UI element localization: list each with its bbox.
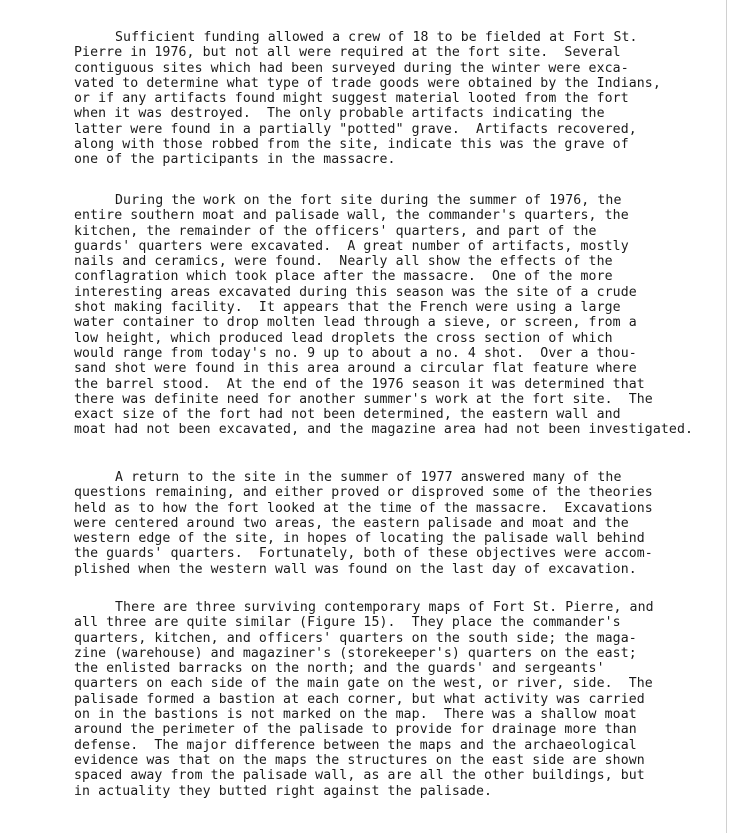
- text-line: A return to the site in the summer of 1977 answered many of the: [115, 470, 622, 485]
- text-line: There are three surviving contemporary maps of Fort St. Pierre, and: [115, 600, 654, 615]
- text-line: quarters, kitchen, and officers' quarters on the south side; the maga-: [74, 630, 637, 646]
- text-line: spaced away from the palisade wall, as are all the other buildings, but: [74, 768, 645, 784]
- text-line: along with those robbed from the site, indicate this was the grave of: [74, 137, 629, 153]
- text-line: the barrel stood. At the end of the 1976 season it was determined that: [74, 376, 645, 392]
- paragraph-summer-1976: [74, 193, 693, 438]
- text-line: were centered around two areas, the eastern palisade and moat and the: [74, 515, 629, 531]
- text-line: quarters on each side of the main gate on the west, or river, side. The: [74, 676, 653, 692]
- text-line: palisade formed a bastion at each corner, but what activity was carried: [74, 691, 645, 707]
- text-line: would range from today's no. 9 up to about a no. 4 shot. Over a thou-: [74, 345, 637, 361]
- text-line: low height, which produced lead droplets the cross section of which: [74, 330, 613, 346]
- text-line: when it was destroyed. The only probable artifacts indicating the: [74, 106, 605, 122]
- text-line: exact size of the fort had not been determined, the eastern wall and: [74, 407, 621, 423]
- page-edge-line: [726, 0, 727, 833]
- text-line: on in the bastions is not marked on the map. There was a shallow moat: [74, 707, 637, 723]
- text-line: defense. The major difference between the maps and the archaeological: [74, 737, 637, 753]
- text-line: moat had not been excavated, and the magazine area had not been investigated.: [74, 422, 694, 438]
- text-line: vated to determine what type of trade goods were obtained by the Indians,: [74, 75, 661, 91]
- text-line: latter were found in a partially "potted" grave. Artifacts recovered,: [74, 121, 637, 137]
- text-line: nails and ceramics, were found. Nearly all show the effects of the: [74, 254, 613, 270]
- text-line: one of the participants in the massacre.: [74, 152, 396, 168]
- text-line: questions remaining, and either proved or disproved some of the theories: [74, 485, 653, 501]
- text-line: conflagration which took place after the massacre. One of the more: [74, 269, 613, 285]
- text-line: held as to how the fort looked at the time of the massacre. Excavations: [74, 500, 653, 516]
- paragraph-contemporary-maps: [74, 600, 654, 799]
- text-line: the enlisted barracks on the north; and the guards' and sergeants': [74, 661, 605, 677]
- text-line: interesting areas excavated during this season was the site of a crude: [74, 284, 637, 300]
- text-line: around the perimeter of the palisade to provide for drainage more than: [74, 722, 637, 738]
- text-line: water container to drop molten lead through a sieve, or screen, from a: [74, 315, 637, 331]
- text-line: zine (warehouse) and magaziner's (storekeeper's) quarters on the east;: [74, 645, 637, 661]
- text-line: guards' quarters were excavated. A great number of artifacts, mostly: [74, 238, 629, 254]
- text-line: the guards' quarters. Fortunately, both of these objectives were accom-: [74, 546, 653, 562]
- text-line: Sufficient funding allowed a crew of 18 to be fielded at Fort St.: [115, 30, 638, 45]
- text-line: western edge of the site, in hopes of locating the palisade wall behind: [74, 531, 645, 547]
- text-line: in actuality they butted right against the palisade.: [74, 783, 493, 799]
- text-line: shot making facility. It appears that the French were using a large: [74, 300, 621, 316]
- text-line: Pierre in 1976, but not all were required at the fort site. Several: [74, 45, 621, 61]
- text-line: there was definite need for another summer's work at the fort site. The: [74, 391, 653, 407]
- text-line: contiguous sites which had been surveyed during the winter were exca-: [74, 60, 629, 76]
- text-line: entire southern moat and palisade wall, the commander's quarters, the: [74, 208, 629, 224]
- text-line: evidence was that on the maps the structures on the east side are shown: [74, 752, 645, 768]
- text-line: plished when the western wall was found on the last day of excavation.: [74, 561, 637, 577]
- text-line: sand shot were found in this area around a circular flat feature where: [74, 361, 637, 377]
- text-line: or if any artifacts found might suggest material looted from the fort: [74, 91, 629, 107]
- paragraph-funding-1976: [74, 30, 661, 168]
- text-line: During the work on the fort site during the summer of 1976, the: [115, 193, 622, 208]
- text-line: kitchen, the remainder of the officers' quarters, and part of the: [74, 223, 597, 239]
- paragraph-summer-1977: [74, 470, 653, 577]
- text-line: all three are quite similar (Figure 15). They place the commander's: [74, 615, 621, 631]
